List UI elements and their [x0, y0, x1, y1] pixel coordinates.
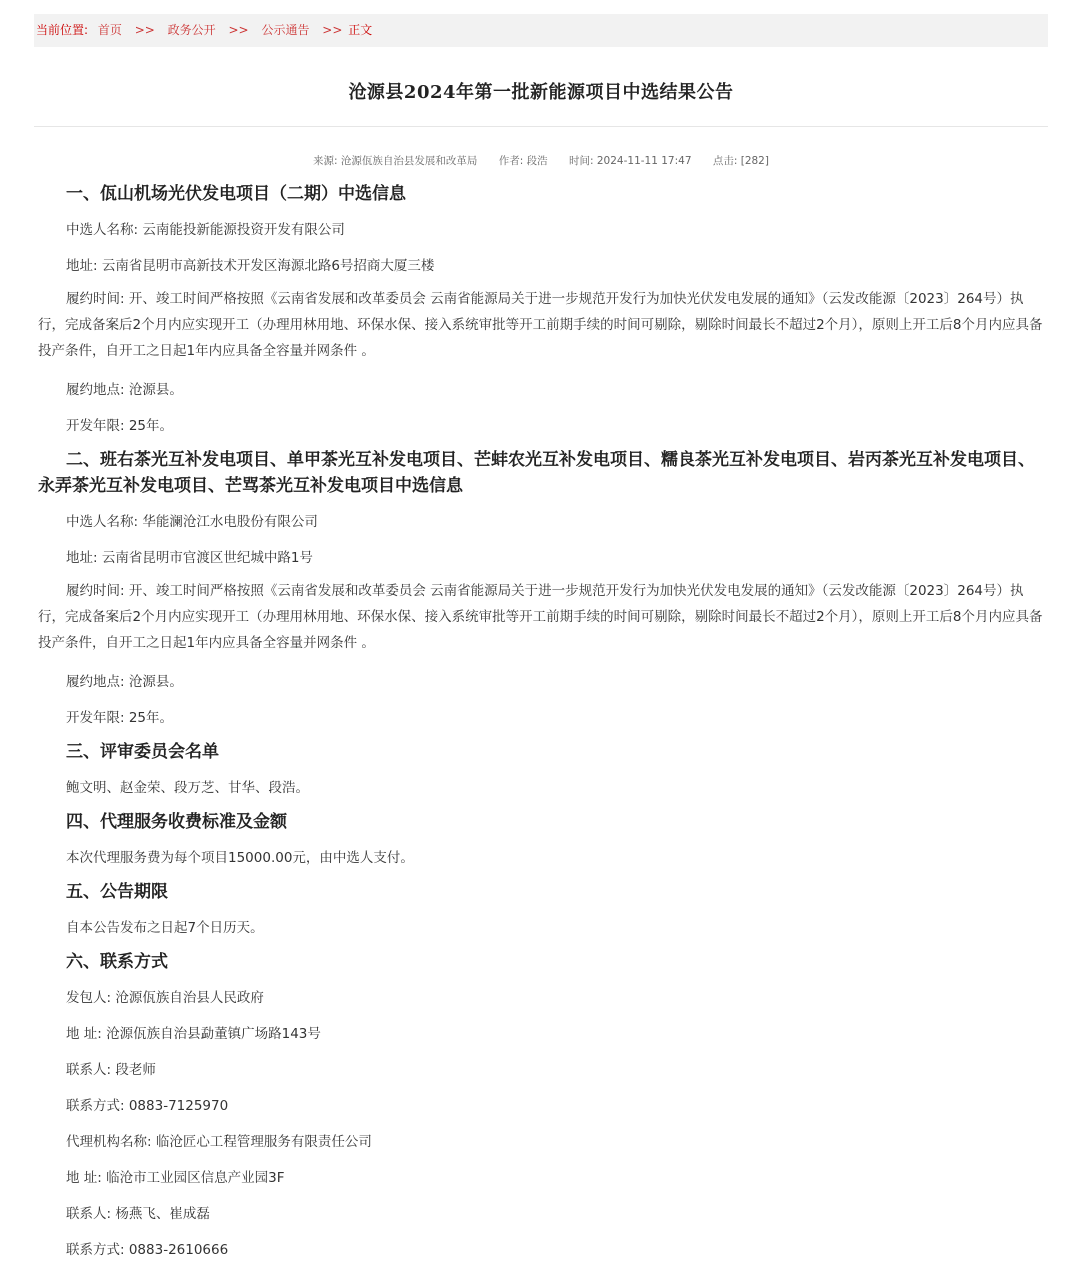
development-term: 开发年限: 25年。 — [66, 710, 174, 726]
winner-name: 中选人名称: 华能澜沧江水电股份有限公司 — [66, 514, 318, 530]
breadcrumb-separator: >> — [322, 23, 343, 37]
issuer-phone: 联系方式: 0883-7125970 — [66, 1098, 229, 1114]
article-meta — [34, 153, 1048, 168]
meta-author: 作者: 段浩 — [498, 155, 548, 167]
breadcrumb-link-notices[interactable]: 公示通告 — [261, 23, 310, 37]
breadcrumb-separator: >> — [134, 23, 155, 37]
winner-address: 地址: 云南省昆明市官渡区世纪城中路1号 — [66, 550, 313, 566]
issuer-address: 地 址: 沧源佤族自治县勐董镇广场路143号 — [66, 1026, 321, 1042]
section-heading: 二、班右茶光互补发电项目、单甲茶光互补发电项目、芒蚌农光互补发电项目、糯良茶光互补发电项目、岩丙茶光互补发电项目、永弄茶光互补发电项目、芒骂茶光互补发电项目中选信息 — [38, 450, 1035, 496]
section-heading: 四、代理服务收费标准及金额 — [66, 812, 287, 832]
breadcrumb — [34, 14, 1048, 47]
issuer-contact: 联系人: 段老师 — [66, 1062, 156, 1078]
meta-time: 时间: 2024-11-11 17:47 — [569, 155, 692, 167]
section-heading: 六、联系方式 — [66, 952, 168, 972]
agency-contact: 联系人: 杨燕飞、崔成磊 — [66, 1206, 210, 1222]
performance-place: 履约地点: 沧源县。 — [66, 382, 183, 398]
section-heading: 三、评审委员会名单 — [66, 742, 219, 762]
winner-name: 中选人名称: 云南能投新能源投资开发有限公司 — [66, 222, 345, 238]
breadcrumb-link-government-affairs[interactable]: 政务公开 — [167, 23, 216, 37]
meta-source: 来源: 沧源佤族自治县发展和改革局 — [313, 155, 478, 167]
issuer-name: 发包人: 沧源佤族自治县人民政府 — [66, 990, 264, 1006]
breadcrumb-link-home[interactable]: 首页 — [97, 23, 122, 37]
committee-members: 鲍文明、赵金荣、段万芝、甘华、段浩。 — [66, 780, 309, 796]
article-body — [38, 178, 1048, 1268]
performance-time: 履约时间: 开、竣工时间严格按照《云南省发展和改革委员会 云南省能源局关于进一步规范开发行为加快光伏发电发展的通知》（云发改能源〔2023〕264号）执行，完成备案后2个月内应实现开工（办理用林用地、环保水保、接入系统审批等开工前期手续的时间可剔除，剔除时间最长不超过2个月），原则上开工后8个月内应具备投产条件，自开工之日起1年内应具备全容量并网条件 。 — [38, 583, 1043, 651]
section-heading: 五、公告期限 — [66, 882, 168, 902]
development-term: 开发年限: 25年。 — [66, 418, 174, 434]
meta-clicks: 点击: [282] — [712, 155, 769, 167]
performance-place: 履约地点: 沧源县。 — [66, 674, 183, 690]
agency-fee: 本次代理服务费为每个项目15000.00元，由中选人支付。 — [66, 850, 414, 866]
breadcrumb-separator: >> — [228, 23, 249, 37]
winner-address: 地址: 云南省昆明市高新技术开发区海源北路6号招商大厦三楼 — [66, 258, 435, 274]
notice-period: 自本公告发布之日起7个日历天。 — [66, 920, 264, 936]
agency-name: 代理机构名称: 临沧匠心工程管理服务有限责任公司 — [66, 1134, 372, 1150]
article-title: 沧源县2024年第一批新能源项目中选结果公告 — [348, 82, 734, 103]
section-heading: 一、佤山机场光伏发电项目（二期）中选信息 — [66, 184, 406, 204]
breadcrumb-current: 正文 — [348, 23, 373, 37]
title-divider — [34, 126, 1048, 127]
breadcrumb-label: 当前位置: — [36, 23, 89, 37]
agency-address: 地 址: 临沧市工业园区信息产业园3F — [66, 1170, 285, 1186]
agency-phone: 联系方式: 0883-2610666 — [66, 1242, 229, 1258]
performance-time: 履约时间: 开、竣工时间严格按照《云南省发展和改革委员会 云南省能源局关于进一步规范开发行为加快光伏发电发展的通知》（云发改能源〔2023〕264号）执行，完成备案后2个月内应实现开工（办理用林用地、环保水保、接入系统审批等开工前期手续的时间可剔除，剔除时间最长不超过2个月），原则上开工后8个月内应具备投产条件，自开工之日起1年内应具备全容量并网条件 。 — [38, 291, 1043, 359]
